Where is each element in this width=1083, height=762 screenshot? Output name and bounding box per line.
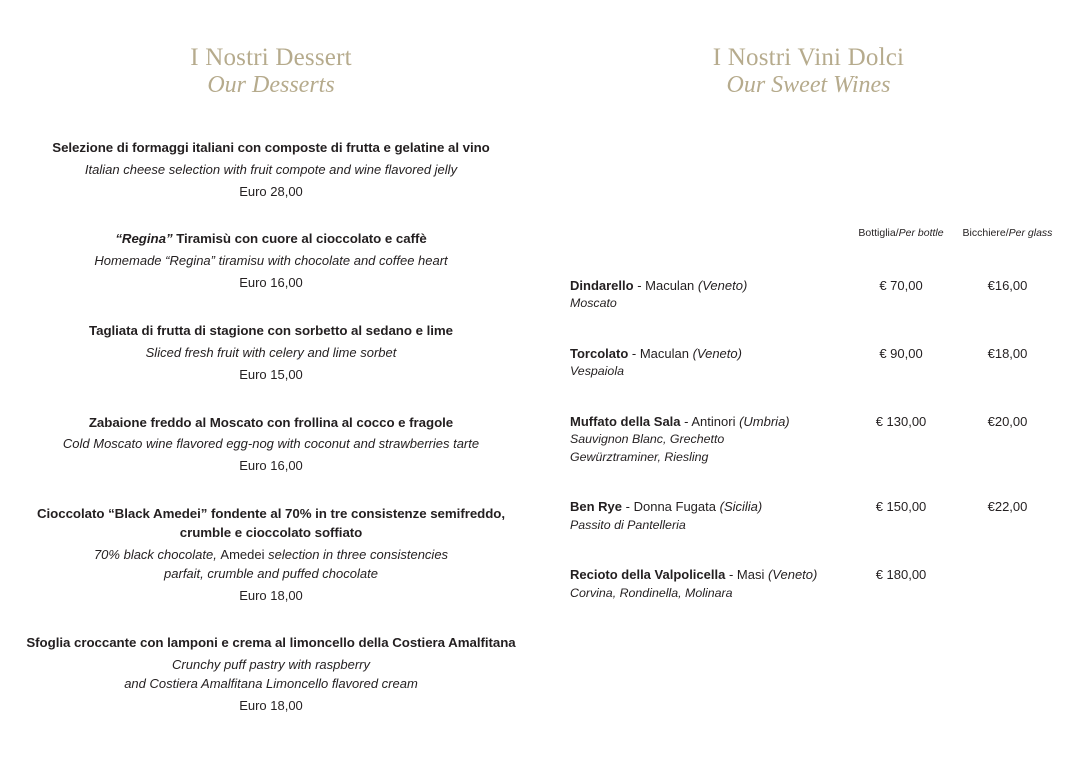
wine-name-cell [556, 345, 848, 413]
wine-glass-price: €20,00 [987, 413, 1028, 429]
wine-glass-price: €22,00 [987, 499, 1028, 515]
wine-name: Muffato della Sala [570, 413, 681, 429]
wine-separator: - [628, 345, 640, 361]
wine-region: (Veneto) [767, 567, 818, 583]
dessert-name [24, 634, 518, 653]
dessert-name-main: Tiramisù con cuore al cioccolato e caffè [172, 231, 427, 247]
dessert-description-line: 70% black chocolate, Amedei selection in three consistencies [93, 546, 449, 562]
wine-separator: - [725, 567, 737, 583]
dessert-item [24, 634, 518, 715]
wine-region: (Veneto) [697, 277, 748, 293]
glass-price-header-english: Per glass [1008, 226, 1053, 239]
dessert-name [24, 322, 518, 341]
bottle-price-header-italian: Bottiglia/ [858, 226, 899, 239]
wine-name: Recioto della Valpolicella [570, 567, 726, 583]
wine-table-header-row [556, 227, 1061, 277]
wine-grapes: Gewürztraminer, Riesling [570, 449, 709, 464]
dessert-name [24, 505, 518, 543]
wine-title [570, 277, 848, 295]
wine-list-table [556, 227, 1061, 603]
dessert-description [24, 252, 518, 271]
wine-title [570, 498, 848, 516]
desserts-column [24, 44, 518, 745]
wine-producer: Donna Fugata [633, 499, 720, 515]
glass-price-column-header [954, 227, 1061, 277]
wine-name-cell [556, 566, 848, 602]
dessert-description [24, 656, 518, 694]
wine-name-column-header [556, 227, 848, 277]
dessert-item [24, 322, 518, 385]
dessert-name [24, 139, 518, 158]
wine-producer: Antinori [691, 413, 740, 429]
wine-table-body [556, 277, 1061, 603]
dessert-name-main: Sfoglia croccante con lamponi e crema al limoncello della Costiera Amalfitana [26, 635, 516, 651]
wine-separator: - [622, 499, 634, 515]
wine-row [556, 498, 1061, 566]
wine-region: (Sicilia) [719, 499, 763, 515]
dessert-price: Euro 16,00 [239, 275, 303, 291]
dessert-description [24, 435, 518, 454]
desserts-heading [24, 44, 518, 99]
wine-producer: Maculan [639, 345, 693, 361]
wine-row [556, 566, 1061, 602]
wine-title [570, 413, 848, 431]
bottle-price-header-english: Per bottle [898, 226, 944, 239]
wine-glass-price: €16,00 [987, 277, 1028, 293]
wine-region: (Umbria) [739, 413, 790, 429]
wine-title [570, 566, 848, 584]
wines-heading-italian: I Nostri Vini Dolci [712, 44, 905, 71]
dessert-description [24, 546, 518, 584]
wine-name-cell [556, 413, 848, 499]
wine-row [556, 277, 1061, 345]
wine-bottle-price: € 180,00 [875, 567, 927, 583]
wines-column [556, 44, 1061, 602]
dessert-item [24, 230, 518, 293]
glass-price-header-italian: Bicchiere/ [962, 226, 1009, 239]
wine-bottle-price: € 150,00 [875, 499, 927, 515]
wine-separator: - [633, 277, 646, 293]
desserts-heading-english: Our Desserts [207, 72, 335, 98]
dessert-price: Euro 18,00 [239, 697, 303, 713]
wine-grapes: Corvina, Rondinella, Molinara [570, 585, 733, 600]
wine-bottle-price: € 130,00 [875, 413, 927, 429]
dessert-item [24, 414, 518, 477]
dessert-description-line: parfait, crumble and puffed chocolate [164, 565, 378, 581]
wine-row [556, 345, 1061, 413]
dessert-description-line: Homemade “Regina” tiramisu with chocolate and coffee heart [94, 253, 448, 269]
dessert-name-main: Zabaione freddo al Moscato con frollina al cocco e fragole [88, 414, 454, 430]
wine-grapes: Moscato [570, 295, 617, 310]
dessert-description [24, 344, 518, 363]
dessert-description-line: Crunchy puff pastry with raspberry [172, 657, 370, 673]
wine-name: Ben Rye [570, 499, 623, 515]
wine-grapes: Passito di Pantelleria [570, 517, 686, 532]
desserts-heading-italian: I Nostri Dessert [190, 44, 352, 71]
dessert-description-line: and Costiera Amalfitana Limoncello flavored cream [124, 676, 418, 692]
dessert-name [24, 230, 518, 249]
wines-heading [556, 44, 1061, 99]
wine-glass-price: €18,00 [987, 345, 1028, 361]
dessert-item [24, 139, 518, 202]
dessert-name-quoted: “Regina” [115, 231, 173, 247]
dessert-price: Euro 16,00 [239, 458, 303, 474]
dessert-item [24, 505, 518, 605]
wine-grapes: Vespaiola [570, 364, 624, 379]
desserts-list [24, 139, 518, 716]
dessert-name-main: Cioccolato “Black Amedei” fondente al 70% in tre consistenze semifreddo, crumble e cioccolato soffiato [36, 506, 506, 540]
dessert-description-line: Italian cheese selection with fruit compote and wine flavored jelly [84, 161, 458, 177]
dessert-name-main: Selezione di formaggi italiani con composte di frutta e gelatine al vino [52, 139, 490, 155]
wines-heading-english: Our Sweet Wines [726, 72, 891, 98]
wine-name-cell [556, 277, 848, 345]
bottle-price-column-header [848, 227, 954, 277]
wine-row [556, 413, 1061, 499]
wine-bottle-price: € 70,00 [879, 277, 923, 293]
wine-title [570, 345, 848, 363]
dessert-price: Euro 15,00 [239, 366, 303, 382]
wine-name-cell [556, 498, 848, 566]
wine-producer: Maculan [645, 277, 698, 293]
wine-glass-price [954, 566, 1061, 602]
dessert-price: Euro 28,00 [239, 183, 303, 199]
wine-separator: - [680, 413, 692, 429]
wine-name: Dindarello [570, 277, 634, 293]
dessert-description-line: Sliced fresh fruit with celery and lime sorbet [145, 344, 397, 360]
dessert-price: Euro 18,00 [239, 587, 303, 603]
wine-bottle-price: € 90,00 [879, 345, 923, 361]
wine-region: (Veneto) [692, 345, 742, 361]
wine-producer: Masi [736, 567, 768, 583]
dessert-name [24, 414, 518, 433]
wine-name: Torcolato [570, 345, 629, 361]
dessert-description [24, 161, 518, 180]
wine-grapes: Sauvignon Blanc, Grechetto [570, 432, 725, 447]
dessert-description-line: Cold Moscato wine flavored egg-nog with coconut and strawberries tarte [62, 436, 480, 452]
dessert-name-main: Tagliata di frutta di stagione con sorbetto al sedano e lime [89, 323, 453, 338]
dessert-description-brand: Amedei [220, 546, 265, 562]
